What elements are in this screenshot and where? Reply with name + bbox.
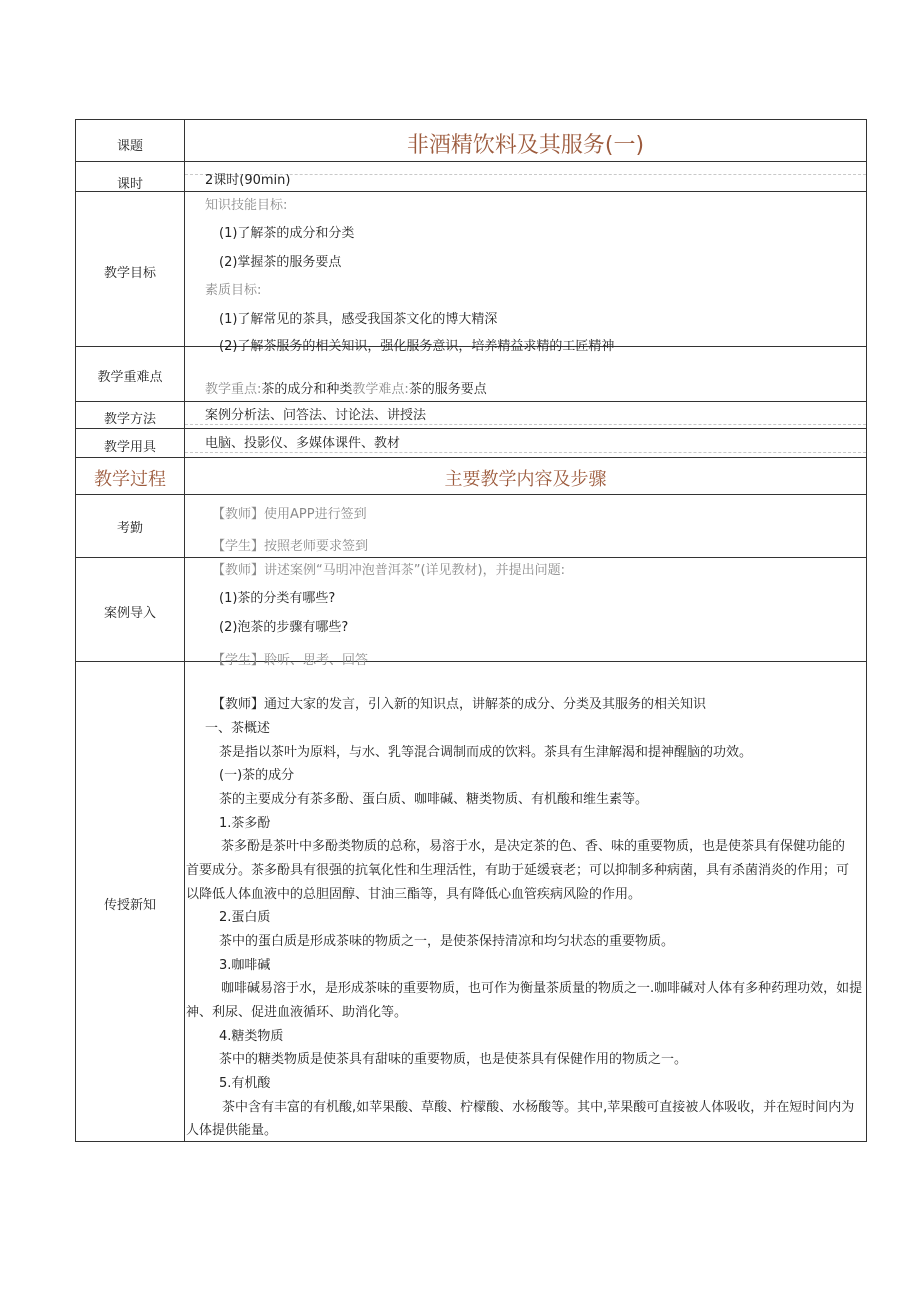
objectives-label: 教学目标 — [103, 266, 156, 281]
row-divider — [75, 457, 867, 458]
difficulty-prefix: 教学难点: — [352, 382, 409, 397]
clipped-row — [219, 336, 859, 354]
attendance-label: 考勤 — [116, 521, 143, 536]
row-divider — [75, 401, 867, 402]
tools-value: 电脑、投影仪、多媒体课件、教材 — [205, 436, 401, 451]
row-divider — [75, 161, 867, 162]
paragraph: 茶是指以茶叶为原料，与水、乳等混合调制而成的饮料。茶具有生津解渴和提神醒脑的功效。 — [219, 745, 753, 760]
paragraph-line: 神、利尿、促进血液循环、助消化等。 — [186, 1005, 408, 1020]
clipped-row — [212, 650, 852, 668]
knowledge-item: (2)掌握茶的服务要点 — [219, 255, 342, 270]
paragraph-line: 首要成分。茶多酚具有很强的抗氧化性和生理活性，有助于延缓衰老；可以抑制多种病菌，具有杀菌消炎的作用；可 — [186, 863, 850, 878]
topic-label: 课题 — [116, 139, 143, 154]
row-divider — [75, 191, 867, 192]
paragraph-line: 茶多酚是茶叶中多酚类物质的总称，易溶于水，是决定茶的色、香、味的重要物质，也是使茶具有保健功能的 — [221, 839, 846, 854]
tools-label: 教学用具 — [103, 440, 156, 455]
knowledge-item: (1)了解茶的成分和分类 — [219, 226, 355, 241]
key-text: 茶的成分和种类 — [261, 382, 353, 397]
key-prefix: 教学重点: — [205, 382, 262, 397]
paragraph-line: 以降低人体血液中的总胆固醇、甘油三酯等，具有降低心血管疾病风险的作用。 — [186, 887, 642, 902]
key-points-text — [205, 381, 860, 399]
paragraph-line: 咖啡碱易溶于水，是形成茶味的重要物质，也可作为衡量茶质量的物质之一.咖啡碱对人体有多种药理功效，如提 — [221, 981, 863, 996]
subsection-heading: (一)茶的成分 — [219, 768, 295, 783]
paragraph: 茶的主要成分有茶多酚、蛋白质、咖啡碱、糖类物质、有机酸和维生素等。 — [219, 792, 649, 807]
key-points-label: 教学重难点 — [97, 370, 163, 385]
knowledge-heading: 知识技能目标: — [205, 198, 288, 213]
page-title: 非酒精饮料及其服务(一) — [406, 133, 645, 158]
paragraph: 茶中的糖类物质是使茶具有甜味的重要物质，也是使茶具有保健作用的物质之一。 — [219, 1052, 688, 1067]
process-header-right: 主要教学内容及步骤 — [444, 469, 607, 490]
paragraph-line: 茶中含有丰富的有机酸,如苹果酸、草酸、柠檬酸、水杨酸等。其中,苹果酸可直接被人体吸收，并在短时间内为 — [222, 1100, 855, 1115]
methods-value: 案例分析法、问答法、讨论法、讲授法 — [205, 408, 427, 423]
row-divider — [75, 428, 867, 429]
teaching-intro: 【教师】通过大家的发言，引入新的知识点，讲解茶的成分、分类及其服务的相关知识 — [212, 697, 707, 712]
paragraph-line: 人体提供能量。 — [186, 1123, 278, 1138]
case-student: 【学生】聆听、思考、回答 — [212, 653, 369, 668]
case-question: (1)茶的分类有哪些? — [219, 591, 336, 606]
item-heading: 1.茶多酚 — [219, 816, 271, 831]
quality-item: (2)了解茶服务的相关知识，强化服务意识，培养精益求精的工匠精神 — [219, 339, 615, 354]
item-heading: 4.糖类物质 — [219, 1029, 284, 1044]
quality-heading: 素质目标: — [205, 283, 262, 298]
attendance-teacher: 【教师】使用APP进行签到 — [212, 507, 367, 522]
item-heading: 2.蛋白质 — [219, 910, 271, 925]
difficulty-text: 茶的服务要点 — [408, 382, 487, 397]
item-heading: 3.咖啡碱 — [219, 958, 271, 973]
case-teacher: 【教师】讲述案例“马明冲泡普洱茶”(详见教材)，并提出问题: — [212, 563, 565, 578]
hours-label: 课时 — [116, 177, 143, 192]
row-divider — [75, 557, 867, 558]
process-header-left: 教学过程 — [94, 469, 166, 490]
case-question: (2)泡茶的步骤有哪些? — [219, 620, 349, 635]
item-heading: 5.有机酸 — [219, 1076, 271, 1091]
column-divider — [184, 119, 185, 1142]
attendance-student: 【学生】按照老师要求签到 — [212, 539, 369, 554]
methods-label: 教学方法 — [103, 412, 156, 427]
teaching-label: 传授新知 — [103, 898, 156, 913]
hours-value: 2课时(90min) — [205, 173, 291, 188]
section-heading: 一、茶概述 — [205, 721, 271, 736]
quality-item: (1)了解常见的茶具，感受我国茶文化的博大精深 — [219, 312, 498, 327]
paragraph: 茶中的蛋白质是形成茶味的物质之一，是使茶保持清凉和均匀状态的重要物质。 — [219, 934, 675, 949]
case-label: 案例导入 — [103, 606, 156, 621]
row-divider — [75, 494, 867, 495]
